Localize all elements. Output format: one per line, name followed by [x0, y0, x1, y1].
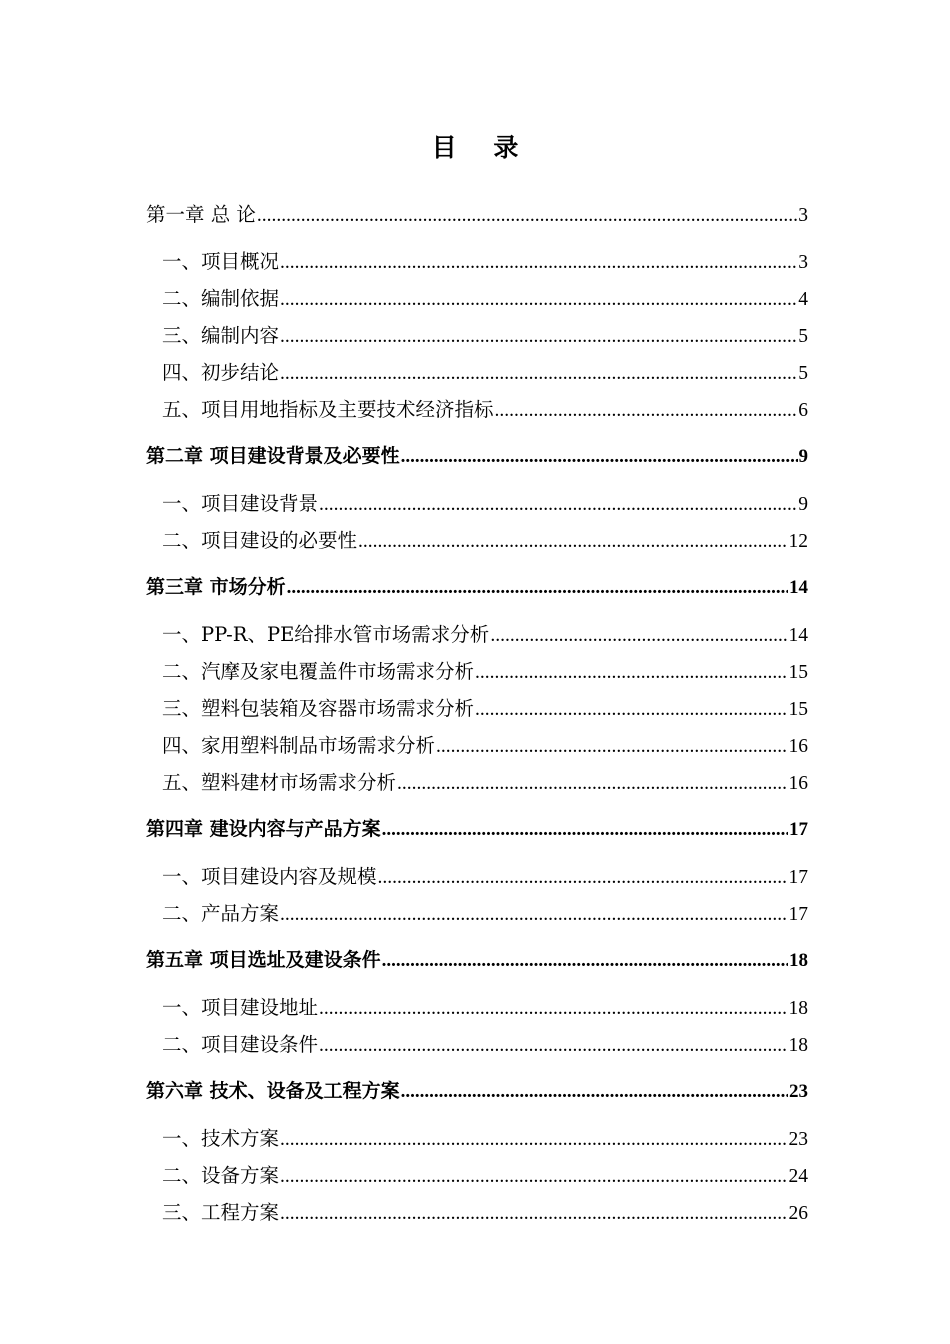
toc-entry-label: 第二章 项目建设背景及必要性 [146, 445, 400, 467]
dot-leader [280, 1195, 787, 1231]
toc-page-number: 17 [788, 904, 808, 925]
toc-chapter-entry[interactable] [146, 569, 808, 606]
toc-section-entry[interactable] [146, 485, 808, 522]
toc-entry-label: 三、塑料包装箱及容器市场需求分析 [162, 697, 475, 720]
toc-page-number: 24 [788, 1166, 808, 1187]
toc-section-entry[interactable] [146, 317, 808, 354]
toc-entry-label: 二、设备方案 [162, 1164, 280, 1187]
dot-leader [397, 765, 787, 801]
toc-page-number: 18 [788, 998, 808, 1019]
toc-entry-label: 四、初步结论 [162, 361, 280, 384]
toc-entry-label: 二、编制依据 [162, 287, 280, 310]
toc-page-number: 5 [798, 326, 808, 347]
toc-entry-label: 第六章 技术、设备及工程方案 [146, 1080, 400, 1102]
toc-entry-label: 第一章 总 论 [146, 203, 256, 226]
toc-chapter-entry[interactable] [146, 811, 808, 848]
dot-leader [490, 617, 787, 653]
toc-entry-label: 一、技术方案 [162, 1127, 280, 1150]
dot-leader [280, 355, 797, 391]
toc-section-entry[interactable] [146, 1026, 808, 1063]
toc-page-number: 16 [788, 736, 808, 757]
toc-chapter-entry[interactable] [146, 1073, 808, 1110]
toc-entry-label: 一、项目建设地址 [162, 996, 319, 1019]
toc-chapter-entry[interactable] [146, 196, 808, 233]
toc-entry-label: 第五章 项目选址及建设条件 [146, 949, 381, 971]
dot-leader [280, 318, 797, 354]
toc-section-entry[interactable] [146, 989, 808, 1026]
toc-entry-label: 二、项目建设条件 [162, 1033, 319, 1056]
dot-leader [495, 392, 798, 428]
toc-entry-label: 一、项目概况 [162, 250, 280, 273]
toc-entry-label: 三、编制内容 [162, 324, 280, 347]
dot-leader [358, 523, 787, 559]
toc-section-entry[interactable] [146, 616, 808, 653]
dot-leader [257, 197, 797, 233]
toc-entry-label: 二、项目建设的必要性 [162, 529, 358, 552]
dot-leader [319, 990, 787, 1026]
dot-leader [401, 1073, 788, 1110]
toc-section-entry[interactable] [146, 727, 808, 764]
dot-leader [280, 896, 787, 932]
dot-leader [280, 244, 797, 280]
toc-section-entry[interactable] [146, 1157, 808, 1194]
dot-leader [401, 438, 798, 475]
dot-leader [287, 569, 788, 606]
toc-section-entry[interactable] [146, 895, 808, 932]
dot-leader [378, 859, 788, 895]
toc-entry-label: 三、工程方案 [162, 1201, 280, 1224]
dot-leader [280, 1158, 787, 1194]
toc-page-number: 26 [788, 1203, 808, 1224]
toc-page-number: 23 [788, 1129, 808, 1150]
toc-entry-label: 四、家用塑料制品市场需求分析 [162, 734, 436, 757]
toc-page-number: 16 [788, 773, 808, 794]
toc-entry-label: 二、汽摩及家电覆盖件市场需求分析 [162, 660, 475, 683]
dot-leader [382, 942, 788, 979]
toc-section-entry[interactable] [146, 354, 808, 391]
toc-entry-label: 第四章 建设内容与产品方案 [146, 818, 381, 840]
toc-title: 目 录 [431, 133, 533, 162]
toc-entry-label: 一、项目建设内容及规模 [162, 865, 377, 888]
toc-entry-label: 五、塑料建材市场需求分析 [162, 771, 397, 794]
toc-page-number: 3 [798, 205, 808, 226]
toc-section-entry[interactable] [146, 858, 808, 895]
toc-entry-label: 一、PP-R、PE给排水管市场需求分析 [162, 623, 490, 646]
toc-page-number: 14 [788, 625, 808, 646]
toc-page-number: 18 [788, 1035, 808, 1056]
toc-chapter-entry[interactable] [146, 438, 808, 475]
toc-page-number: 15 [788, 662, 808, 683]
dot-leader [319, 1027, 787, 1063]
toc-page-number: 23 [789, 1081, 808, 1102]
toc-page-number: 18 [789, 950, 808, 971]
toc-section-entry[interactable] [146, 243, 808, 280]
toc-section-entry[interactable] [146, 522, 808, 559]
toc-section-entry[interactable] [146, 280, 808, 317]
toc-entry-label: 五、项目用地指标及主要技术经济指标 [162, 398, 494, 421]
toc-page-number: 9 [798, 446, 808, 467]
dot-leader [436, 728, 787, 764]
toc-page-number: 14 [789, 577, 808, 598]
toc-page-number: 17 [788, 867, 808, 888]
toc-section-entry[interactable] [146, 391, 808, 428]
toc-section-entry[interactable] [146, 690, 808, 727]
toc-page-number: 12 [788, 531, 808, 552]
dot-leader [475, 691, 787, 727]
toc-section-entry[interactable] [146, 1120, 808, 1157]
toc-page-number: 4 [798, 289, 808, 310]
toc-page-number: 3 [798, 252, 808, 273]
toc-page-number: 9 [798, 494, 808, 515]
toc-page-number: 17 [789, 819, 808, 840]
toc-entry-label: 一、项目建设背景 [162, 492, 319, 515]
toc-chapter-entry[interactable] [146, 942, 808, 979]
dot-leader [280, 1121, 787, 1157]
dot-leader [280, 281, 797, 317]
dot-leader [382, 811, 788, 848]
toc-section-entry[interactable] [146, 764, 808, 801]
toc-entry-label: 第三章 市场分析 [146, 576, 286, 598]
toc-section-entry[interactable] [146, 1194, 808, 1231]
toc-entry-label: 二、产品方案 [162, 902, 280, 925]
dot-leader [475, 654, 787, 690]
toc-page-number: 15 [788, 699, 808, 720]
toc-section-entry[interactable] [146, 653, 808, 690]
dot-leader [319, 486, 797, 522]
toc-page-number: 6 [798, 400, 808, 421]
toc-page-number: 5 [798, 363, 808, 384]
table-of-contents [146, 196, 808, 1231]
